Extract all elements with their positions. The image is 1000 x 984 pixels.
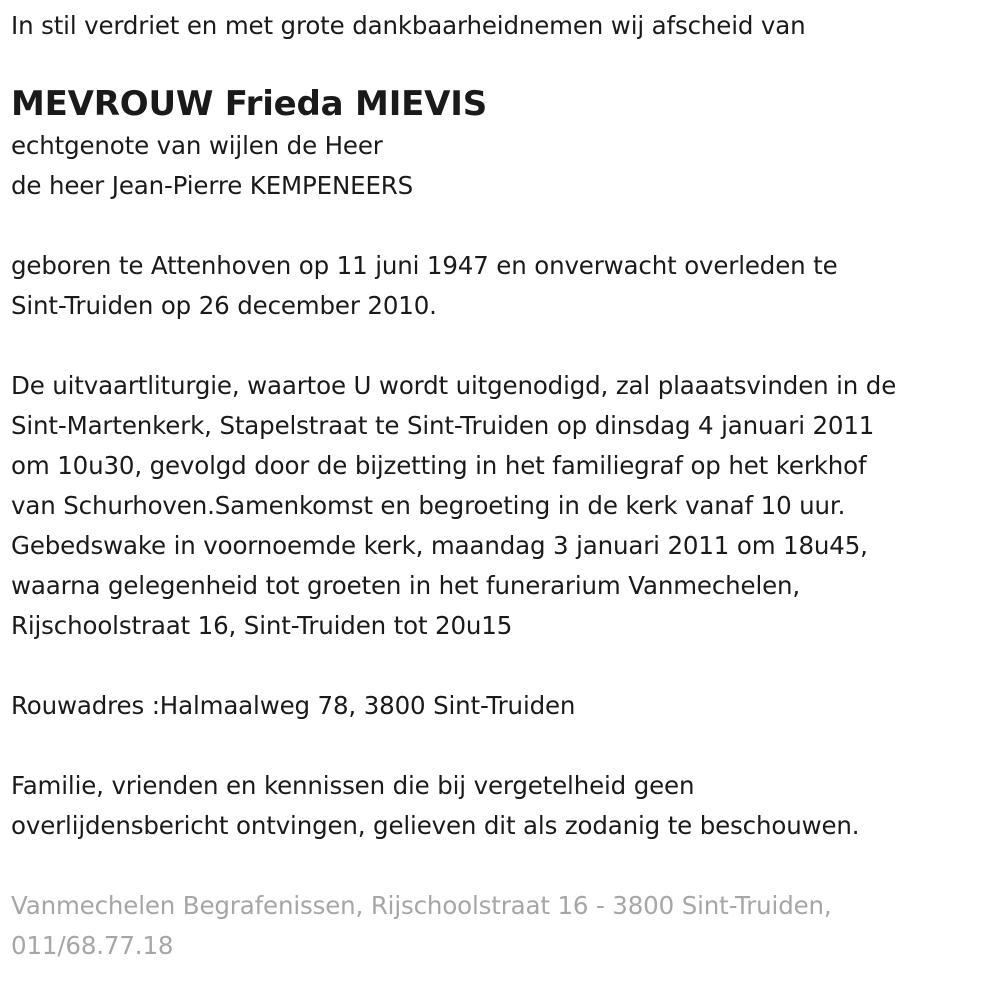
funeral-line-4: van Schurhoven.Samenkomst en begroeting in de kerk vanaf 10 uur. <box>11 491 846 520</box>
spacer <box>11 206 1000 246</box>
birth-death-line-2: Sint-Truiden op 26 december 2010. <box>11 291 437 320</box>
spacer <box>11 326 1000 366</box>
footer-line-2: 011/68.77.18 <box>11 931 174 960</box>
funeral-block <box>11 366 1000 646</box>
notice-block <box>11 766 1000 846</box>
spouse-block <box>11 126 1000 206</box>
footer-line-1: Vanmechelen Begrafenissen, Rijschoolstraat 16 - 3800 Sint-Truiden, <box>11 891 832 920</box>
spacer <box>11 646 1000 686</box>
funeral-line-2: Sint-Martenkerk, Stapelstraat te Sint-Truiden op dinsdag 4 januari 2011 <box>11 411 875 440</box>
funeral-line-7: Rijschoolstraat 16, Sint-Truiden tot 20u15 <box>11 611 513 640</box>
spouse-line-1: echtgenote van wijlen de Heer <box>11 131 383 160</box>
spouse-line-2: de heer Jean-Pierre KEMPENEERS <box>11 171 414 200</box>
notice-line-2: overlijdensbericht ontvingen, gelieven dit als zodanig te beschouwen. <box>11 811 860 840</box>
birth-death-line-1: geboren te Attenhoven op 11 juni 1947 en onverwacht overleden te <box>11 251 838 280</box>
deceased-name: MEVROUW Frieda MIEVIS <box>11 84 488 124</box>
funeral-line-3: om 10u30, gevolgd door de bijzetting in het familiegraf op het kerkhof <box>11 451 867 480</box>
funeral-line-6: waarna gelegenheid tot groeten in het funerarium Vanmechelen, <box>11 571 801 600</box>
intro-text: In stil verdriet en met grote dankbaarheidnemen wij afscheid van <box>11 11 806 40</box>
spacer <box>11 846 1000 886</box>
funeral-line-1: De uitvaartliturgie, waartoe U wordt uitgenodigd, zal plaaatsvinden in de <box>11 371 897 400</box>
spacer <box>11 726 1000 766</box>
notice-line-1: Familie, vrienden en kennissen die bij vergetelheid geen <box>11 771 695 800</box>
funeral-home-footer <box>11 886 1000 966</box>
funeral-line-5: Gebedswake in voornoemde kerk, maandag 3 januari 2011 om 18u45, <box>11 531 868 560</box>
birth-death-block <box>11 246 1000 326</box>
mourning-address: Rouwadres :Halmaalweg 78, 3800 Sint-Truiden <box>11 691 576 720</box>
